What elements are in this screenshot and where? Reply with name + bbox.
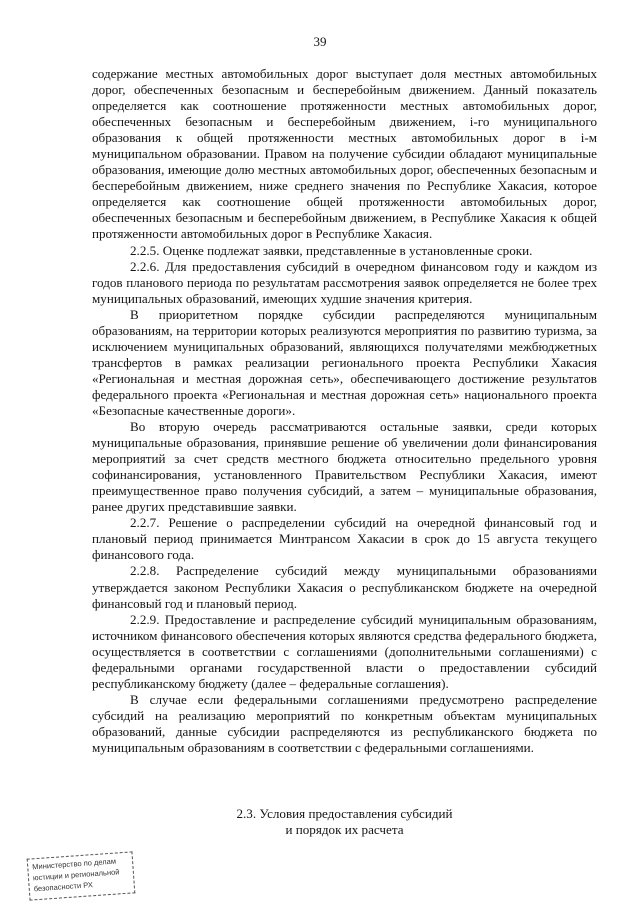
paragraph-second-turn: Во вторую очередь рассматриваются остальные заявки, среди которых муниципальные образования, принявшие решение об увеличении доли финансирования мероприятий за счет средств местного бюджета относительно предельного уровня софинансирования, установленного Правительством Республики Хакасия, имеют преимущественное право получения субсидий, а затем – муниципальные образования, ранее других представившие заявки. bbox=[92, 419, 597, 515]
paragraph-2-2-8: 2.2.8. Распределение субсидий между муниципальными образованиями утверждается законом Республики Хакасия о республиканском бюджете на очередной финансовый год и плановый период. bbox=[92, 563, 597, 611]
paragraph-federal-agreements: В случае если федеральными соглашениями предусмотрено распределение субсидий на реализацию мероприятий по конкретным объектам муниципальных образований, данные субсидии распределяются из республиканского бюджета по муниципальным образованиям в соответствии с федеральными соглашениями. bbox=[92, 691, 597, 755]
stamp-line2: юстиции и региональной bbox=[32, 867, 120, 883]
stamp-line1: Министерство по делам bbox=[31, 856, 117, 872]
paragraph-2-2-7: 2.2.7. Решение о распределении субсидий на очередной финансовый год и плановый период принимается Минтрансом Хакасии в срок до 15 августа текущего финансового года. bbox=[92, 515, 597, 563]
stamp-line3: безопасности РХ bbox=[33, 880, 94, 894]
paragraph-criterion-continuation: содержание местных автомобильных дорог выступает доля местных автомобильных дорог, обеспеченных безопасным и бесперебойным движением. Данный показатель определяется как соотношение протяженности местных автомобильных дорог, обеспеченных безопасным и бесперебойным движением, i-го муниципального образования к общей протяженности местных автомобильных дорог в i-м муниципальном образовании. Правом на получение субсидии обладают муниципальные образования, имеющие долю местных автомобильных дорог, обеспеченных безопасным и бесперебойным движением, ниже среднего значения по Республике Хакасия, которое определяется как соотношение общей протяженности автомобильных дорог, обеспеченных безопасным и бесперебойным движением, в Республике Хакасия к общей протяженности автомобильных дорог в Республике Хакасия. bbox=[92, 66, 597, 242]
paragraph-2-2-6: 2.2.6. Для предоставления субсидий в очередном финансовом году и каждом из годов планового периода по результатам рассмотрения заявок определяется не более трех муниципальных образований, имеющих худшие значения критерия. bbox=[92, 258, 597, 306]
document-body bbox=[92, 66, 597, 756]
paragraph-priority: В приоритетном порядке субсидии распределяются муниципальным образованиям, на территории которых реализуются мероприятия по развитию туризма, за исключением муниципальных образований, являющихся получателями межбюджетных трансфертов в рамках реализации регионального проекта Республики Хакасия «Региональная и местная дорожная сеть», обеспечивающего достижение результатов федерального проекта «Региональная и местная дорожная сеть» национального проекта «Безопасные качественные дороги». bbox=[92, 306, 597, 418]
section-heading-line1: 2.3. Условия предоставления субсидий bbox=[236, 806, 453, 821]
section-heading bbox=[92, 806, 597, 838]
ministry-stamp bbox=[27, 851, 136, 900]
section-heading-line2: и порядок их расчета bbox=[285, 822, 404, 837]
paragraph-2-2-9: 2.2.9. Предоставление и распределение субсидий муниципальным образованиям, источником финансового обеспечения которых являются средства федерального бюджета, осуществляется в соответствии с соглашениями (дополнительными соглашениями) с федеральными органами государственной власти о предоставлении субсидий республиканскому бюджету (далее – федеральные соглашения). bbox=[92, 611, 597, 691]
paragraph-2-2-5: 2.2.5. Оценке подлежат заявки, представленные в установленные сроки. bbox=[130, 242, 533, 258]
page-number: 39 bbox=[313, 34, 327, 49]
